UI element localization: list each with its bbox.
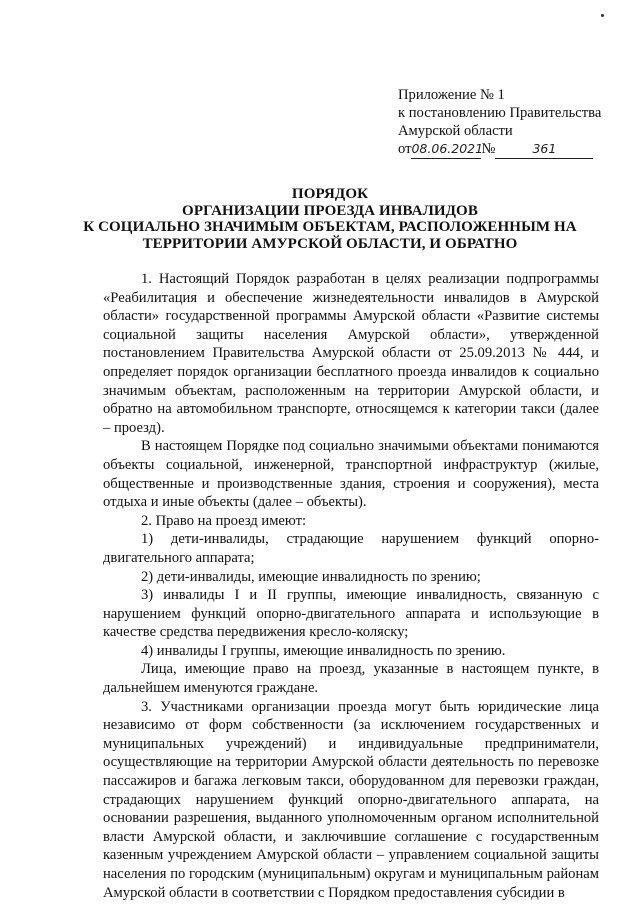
document-body [103, 270, 599, 902]
paragraph-1: 1. Настоящий Порядок разработан в целях реализации подпрограммы «Реабилитация и обеспечение жизнедеятельности инвалидов в Амурской области» государственной программы Амурской области «Развитие системы социальной защиты населения Амурской области», утвержденной постановлением Правительства Амурской области от 25.09.2013 № 444, и определяет порядок организации бесплатного проезда инвалидов к социально значимым объектам, расположенным на территории Амурской области, и обратно на автомобильном транспорте, относящемся к категории такси (далее – проезд). [103, 271, 599, 436]
paragraph-7: 4) инвалиды I группы, имеющие инвалидность по зрению. [141, 642, 506, 659]
paragraph-9: 3. Участниками организации проезда могут быть юридические лица независимо от форм собственности (за исключением государственных и муниципальных учреждений) и индивидуальные предприниматели, осуществляющие на территории Амурской области деятельность по перевозке пассажиров и багажа легковым такси, оборудованном для перевозки граждан, страдающих нарушением функций опорно-двигательного аппарата, на основании разрешения, выданного уполномоченным органом исполнительной власти Амурской области, и заключившие соглашение с государственным казенным учреждением Амурской области – управлением социальной защиты населения по городским (муниципальным) округам и муниципальным районам Амурской области в соответствии с Порядком предоставления субсидии в [103, 698, 599, 901]
title-line-2: ОРГАНИЗАЦИИ ПРОЕЗДА ИНВАЛИДОВ [182, 202, 478, 219]
title-line-4: ТЕРРИТОРИИ АМУРСКОЙ ОБЛАСТИ, И ОБРАТНО [142, 235, 518, 252]
from-label: от [398, 141, 412, 157]
annex-line-2: к постановлению Правительства [398, 105, 602, 121]
scan-speck [601, 14, 604, 17]
paragraph-5: 2) дети-инвалиды, имеющие инвалидность по зрению; [141, 568, 481, 585]
title-line-1: ПОРЯДОК [291, 186, 369, 202]
document-title [60, 186, 600, 252]
annex-line-1: Приложение № 1 [398, 87, 505, 103]
paragraph-3: 2. Право на проезд имеют: [141, 512, 307, 529]
paragraph-8: Лица, имеющие право на проезд, указанные в настоящем пункте, в дальнейшем именуются граждане. [103, 661, 599, 697]
paragraph-6: 3) инвалиды I и II группы, имеющие инвалидность, связанную с нарушением функций опорно-двигательного аппарата и использующие в качестве средства передвижения кресло-коляску; [103, 587, 599, 641]
paragraph-2: В настоящем Порядке под социально значимыми объектами понимаются объекты социальной, инженерной, транспортной инфраструктур (жилые, общественные и производственные здания, строения и сооружения), места отдыха и иные объекты (далее – объекты). [103, 438, 599, 511]
handwritten-number: 361 [495, 140, 593, 159]
annex-header [398, 86, 608, 159]
title-line-3: К СОЦИАЛЬНО ЗНАЧИМЫМ ОБЪЕКТАМ, РАСПОЛОЖЕННЫМ НА [83, 219, 577, 235]
annex-date-number [398, 140, 608, 159]
handwritten-date: 08.06.2021 [411, 140, 481, 159]
paragraph-4: 1) дети-инвалиды, страдающие нарушением функций опорно-двигательного аппарата; [103, 531, 599, 566]
number-label: № [481, 141, 496, 157]
annex-line-3: Амурской области [398, 123, 513, 139]
